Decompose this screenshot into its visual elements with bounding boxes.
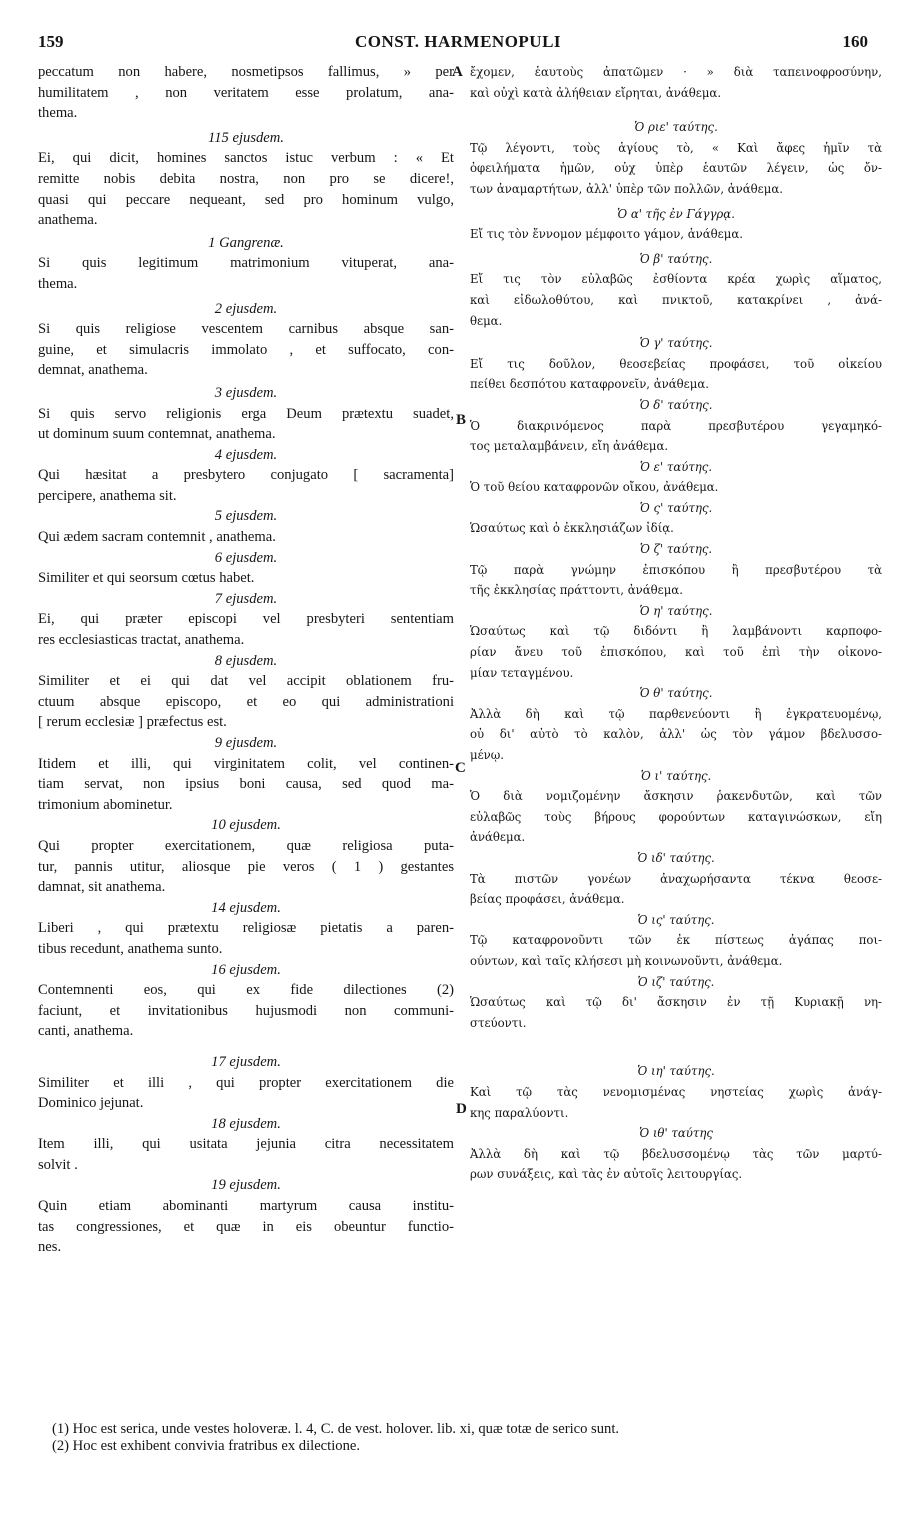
latin-canon-heading: 14 ejusdem. bbox=[211, 899, 281, 916]
latin-canon-heading: 9 ejusdem. bbox=[214, 735, 278, 751]
latin-text-line: humilitatem , non veritatem esse prolatum, ana- bbox=[38, 84, 454, 101]
greek-text-line: στεύοντι. bbox=[470, 1015, 527, 1030]
latin-text-line: anathema. bbox=[38, 212, 98, 229]
latin-canon-heading: 18 ejusdem. bbox=[211, 1115, 281, 1132]
latin-text-line: res ecclesiasticas tractat, anathema. bbox=[38, 632, 245, 649]
greek-canon-7 bbox=[470, 498, 882, 539]
greek-text-line: καὶ οὐχὶ κατὰ ἀλήθειαν εἴρηται, ἀνάθεμα. bbox=[470, 85, 722, 100]
greek-text-line: των ἀναμαρτήτων, ἀλλ' ὑπὲρ τῶν πολλῶν, ἀνάθεμα. bbox=[470, 181, 783, 196]
greek-canon-heading: Ὁ ις' ταύτης. bbox=[637, 912, 715, 927]
latin-canon-0 bbox=[38, 62, 454, 124]
greek-text-line: μίαν τεταγμένου. bbox=[470, 665, 574, 680]
greek-canon-12 bbox=[470, 848, 882, 910]
latin-text-line: Contemnenti eos, qui ex fide dilectiones (2) bbox=[38, 982, 454, 999]
latin-text-line: Si quis servo religionis erga Deum prætextu suadet, bbox=[38, 405, 454, 422]
greek-canon-heading: Ὁ ι' ταύτης. bbox=[640, 768, 712, 783]
latin-text-line: tiam servat, non ipsius boni causa, sed quod ma- bbox=[38, 776, 454, 793]
greek-canon-14 bbox=[470, 972, 882, 1034]
latin-text-line: solvit . bbox=[38, 1156, 78, 1173]
latin-text-line: nes. bbox=[38, 1239, 62, 1256]
greek-text-line: εὐλαβῶς τοὺς βήρους φορούντων καταγινώσκων, εἴη bbox=[470, 809, 882, 824]
latin-canon-heading: 19 ejusdem. bbox=[211, 1177, 281, 1194]
greek-canon-heading: Ὁ ιθ' ταύτης bbox=[639, 1126, 713, 1141]
latin-text-line: thema. bbox=[38, 275, 78, 292]
greek-text-line: βείας προφάσει, ἀνάθεμα. bbox=[470, 892, 625, 907]
greek-canon-8 bbox=[470, 539, 882, 601]
latin-canon-heading: 5 ejusdem. bbox=[214, 508, 278, 525]
greek-text-line: Εἴ τις δοῦλον, θεοσεβείας προφάσει, τοῦ οἰκείου bbox=[470, 356, 882, 371]
latin-canon-7 bbox=[38, 548, 454, 589]
greek-text-line: Ἀλλὰ δὴ καὶ τῷ παρθενεύοντι ἢ ἐγκρατευομένῳ, bbox=[470, 706, 882, 721]
latin-canon-8 bbox=[38, 589, 454, 651]
greek-canon-heading: Ὁ ς' ταύτης. bbox=[639, 500, 713, 515]
greek-canon-5 bbox=[470, 395, 882, 457]
latin-text-line: demnat, anathema. bbox=[38, 362, 148, 379]
greek-text-line: τῆς ἐκκλησίας πράττοντι, ἀνάθεμα. bbox=[470, 583, 683, 598]
latin-text-line: remitte nobis debita nostra, non pro se dicere!, bbox=[38, 170, 454, 187]
greek-text-line: Καὶ τῷ τὰς νενομισμένας νηστείας χωρὶς ἀνάγ- bbox=[470, 1084, 882, 1099]
latin-canon-heading: 4 ejusdem. bbox=[214, 446, 278, 463]
latin-canon-5 bbox=[38, 445, 454, 507]
latin-text-line: Qui propter exercitationem, quæ religiosa puta- bbox=[38, 837, 454, 854]
latin-text-line: Similiter et qui seorsum cœtus habet. bbox=[38, 570, 255, 587]
greek-text-line: ὀφειλήματα ἡμῶν, οὐχ ὑπὲρ ἑαυτῶν λέγειν, ὡς ὄν- bbox=[470, 161, 882, 176]
latin-canon-heading: 10 ejusdem. bbox=[211, 817, 281, 834]
greek-column bbox=[470, 62, 882, 1185]
latin-canon-13 bbox=[38, 960, 454, 1042]
greek-canon-heading: Ὁ ιζ' ταύτης. bbox=[637, 974, 715, 989]
greek-canon-1 bbox=[470, 117, 882, 199]
footnote-2: (2) Hoc est exhibent convivia fratribus ex dilectione. bbox=[52, 1438, 360, 1454]
greek-canon-heading: Ὁ ριε' ταύτης. bbox=[634, 120, 718, 135]
latin-text-line: faciunt, et invitationibus hujusmodi non communi- bbox=[38, 1002, 454, 1019]
latin-text-line: percipere, anathema sit. bbox=[38, 487, 177, 504]
greek-canon-15 bbox=[470, 1061, 882, 1123]
latin-canon-heading: 6 ejusdem. bbox=[214, 549, 278, 566]
margin-letter-a: A bbox=[452, 64, 463, 80]
greek-canon-4 bbox=[470, 333, 882, 395]
latin-text-line: Dominico jejunat. bbox=[38, 1095, 144, 1112]
greek-text-line: Εἴ τις τὸν ἔννομον μέμφοιτο γάμον, ἀνάθεμα. bbox=[470, 227, 743, 242]
greek-text-line: Τῷ λέγοντι, τοὺς ἁγίους τὸ, « Καὶ ἄφες ἡμῖν τὰ bbox=[470, 140, 882, 155]
greek-canon-heading: Ὁ ε' ταύτης. bbox=[639, 459, 713, 474]
latin-text-line: ctuum absque episcopo, et eo qui administrationi bbox=[38, 693, 454, 710]
latin-canon-6 bbox=[38, 506, 454, 547]
greek-canon-heading: Ὁ ιη' ταύτης. bbox=[637, 1064, 715, 1079]
greek-canon-heading: Ὁ γ' ταύτης. bbox=[639, 336, 713, 351]
greek-text-line: ρίαν ἄνευ τοῦ ἐπισκόπου, καὶ τοῦ ἐπὶ τὴν οἰκονο- bbox=[470, 645, 882, 660]
greek-canon-3 bbox=[470, 249, 882, 331]
greek-text-line: Ὡσαύτως καὶ τῷ δι' ἄσκησιν ἐν τῇ Κυριακῇ νη- bbox=[470, 995, 882, 1010]
greek-canon-heading: Ὁ α' τῆς ἐν Γάγγρᾳ. bbox=[617, 206, 735, 221]
latin-text-line: tas congressiones, et quæ in eis obeuntur functio- bbox=[38, 1218, 454, 1235]
greek-canon-heading: Ὁ ζ' ταύτης. bbox=[639, 542, 713, 557]
greek-canon-0 bbox=[470, 62, 882, 103]
latin-canon-16 bbox=[38, 1175, 454, 1257]
greek-text-line: Ὁ διακρινόμενος παρὰ πρεσβυτέρου γεγαμηκό- bbox=[470, 418, 882, 433]
margin-letter-c: C bbox=[455, 760, 466, 776]
latin-text-line: thema. bbox=[38, 105, 78, 122]
latin-text-line: Liberi , qui prætextu religiosæ pietatis a paren- bbox=[38, 920, 454, 937]
greek-text-line: μένῳ. bbox=[470, 748, 505, 762]
footnote-1: (1) Hoc est serica, unde vestes holoveræ. l. 4, C. de vest. holover. lib. xi, quæ totæ de serico sunt. bbox=[52, 1421, 620, 1437]
greek-canon-heading: Ὁ ιδ' ταύτης. bbox=[637, 850, 715, 865]
latin-text-line: Similiter et illi , qui propter exercitationem die bbox=[38, 1074, 454, 1091]
latin-canon-heading: 8 ejusdem. bbox=[214, 652, 278, 669]
greek-canon-6 bbox=[470, 457, 882, 498]
greek-canon-13 bbox=[470, 910, 882, 972]
latin-canon-heading: 115 ejusdem. bbox=[208, 129, 284, 146]
latin-text-line: Qui ædem sacram contemnit , anathema. bbox=[38, 529, 276, 546]
latin-text-line: [ rerum ecclesiæ ] præfectus est. bbox=[38, 714, 227, 731]
greek-text-line: ούντων, καὶ ταῖς κλήσεσι μὴ κοινωνοῦντι, ἀνάθεμα. bbox=[470, 953, 783, 968]
latin-text-line: Si quis religiose vescentem carnibus absque san- bbox=[38, 321, 454, 338]
greek-canon-heading: Ὁ θ' ταύτης. bbox=[639, 686, 713, 701]
latin-text-line: canti, anathema. bbox=[38, 1023, 134, 1040]
latin-canon-10 bbox=[38, 733, 454, 815]
latin-text-line: Ei, qui præter episcopi vel presbyteri sententiam bbox=[38, 611, 454, 628]
latin-text-line: Itidem et illi, qui virginitatem colit, vel continen- bbox=[38, 755, 454, 772]
latin-canon-15 bbox=[38, 1114, 454, 1176]
latin-text-line: tur, pannis utitur, aliosque pie veros ( 1 ) gestantes bbox=[38, 858, 454, 875]
greek-text-line: Τῷ παρὰ γνώμην ἐπισκόπου ἢ πρεσβυτέρου τὰ bbox=[470, 562, 882, 577]
greek-text-line: ἔχομεν, ἑαυτοὺς ἀπατῶμεν · » διὰ ταπεινοφροσύνην, bbox=[470, 65, 882, 79]
latin-canon-heading: 1 Gangrenæ. bbox=[208, 234, 284, 251]
latin-canon-4 bbox=[38, 383, 454, 445]
latin-text-line: Si quis legitimum matrimonium vituperat, ana- bbox=[38, 255, 454, 272]
latin-text-line: guine, et simulacris immolato , et suffocato, con- bbox=[38, 341, 454, 358]
latin-text-line: damnat, sit anathema. bbox=[38, 879, 166, 896]
greek-canon-heading: Ὁ β' ταύτης. bbox=[639, 251, 713, 266]
latin-canon-1 bbox=[38, 128, 454, 231]
latin-canon-14 bbox=[38, 1052, 454, 1114]
greek-text-line: κης παραλύοντι. bbox=[470, 1105, 569, 1120]
latin-canon-9 bbox=[38, 651, 454, 733]
latin-text-line: quasi qui peccare nequeant, sed pro hominum vulgo, bbox=[38, 191, 454, 208]
latin-text-line: peccatum non habere, nosmetipsos fallimus, » per bbox=[38, 64, 454, 80]
greek-text-line: καὶ εἰδωλοθύτου, καὶ πνικτοῦ, κατακρίνει , ἀνά- bbox=[470, 292, 882, 307]
latin-text-line: trimonium abominetur. bbox=[38, 796, 173, 813]
greek-text-line: οὐ δι' αὐτὸ τὸ καλὸν, ἀλλ' ὡς τὸν γάμον βδελυσσο- bbox=[470, 727, 882, 742]
margin-letter-b: B bbox=[456, 412, 467, 428]
latin-canon-3 bbox=[38, 299, 454, 381]
latin-canon-heading: 3 ejusdem. bbox=[214, 384, 278, 401]
latin-canon-12 bbox=[38, 898, 454, 960]
greek-text-line: Τὰ πιστῶν γονέων ἀναχωρήσαντα τέκνα θεοσε- bbox=[470, 871, 882, 886]
greek-text-line: Τῷ καταφρονοῦντι τῶν ἐκ πίστεως ἀγάπας ποι- bbox=[470, 933, 882, 948]
greek-text-line: πείθει δεσπότου καταφρονεῖν, ἀνάθεμα. bbox=[470, 377, 709, 392]
page-number-right: 160 bbox=[842, 32, 868, 51]
greek-text-line: Ὁ τοῦ θείου καταφρονῶν οἴκου, ἀνάθεμα. bbox=[470, 480, 719, 495]
latin-text-line: Qui hæsitat a presbytero conjugato [ sacramenta] bbox=[38, 467, 454, 484]
greek-canon-heading: Ὁ η' ταύτης. bbox=[639, 603, 713, 618]
greek-canon-9 bbox=[470, 601, 882, 683]
greek-canon-11 bbox=[470, 766, 882, 848]
greek-text-line: Ὡσαύτως καὶ ὁ ἐκκλησιάζων ἰδίᾳ. bbox=[470, 521, 674, 536]
latin-canon-11 bbox=[38, 815, 454, 897]
latin-text-line: ut dominum suum contemnat, anathema. bbox=[38, 426, 276, 443]
latin-canon-heading: 2 ejusdem. bbox=[214, 300, 278, 317]
greek-text-line: Ἀλλὰ δὴ καὶ τῷ βδελυσσομένῳ τὰς τῶν μαρτύ- bbox=[470, 1146, 882, 1161]
greek-canon-16 bbox=[470, 1123, 882, 1185]
latin-canon-heading: 17 ejusdem. bbox=[211, 1053, 281, 1070]
latin-canon-heading: 16 ejusdem. bbox=[211, 961, 281, 978]
greek-text-line: ἀνάθεμα. bbox=[470, 830, 526, 845]
latin-text-line: Similiter et ei qui dat vel accipit oblationem fru- bbox=[38, 673, 454, 690]
page-number-left: 159 bbox=[38, 32, 64, 51]
latin-text-line: Ei, qui dicit, homines sanctos istuc verbum : « Et bbox=[38, 150, 454, 167]
latin-text-line: tibus recedunt, anathema sunto. bbox=[38, 940, 223, 957]
running-title: CONST. HARMENOPULI bbox=[354, 32, 562, 51]
greek-text-line: Ὡσαύτως καὶ τῷ διδόντι ἢ λαμβάνοντι καρποφο- bbox=[470, 624, 882, 639]
latin-canon-2 bbox=[38, 233, 454, 295]
greek-text-line: Ὁ διὰ νομιζομένην ἄσκησιν ῥακενδυτῶν, καὶ τῶν bbox=[470, 789, 882, 804]
latin-text-line: Item illi, qui usitata jejunia citra necessitatem bbox=[38, 1136, 454, 1153]
greek-text-line: τος μεταλαμβάνειν, εἴη ἀνάθεμα. bbox=[470, 439, 669, 454]
greek-text-line: Εἴ τις τὸν εὐλαβῶς ἐσθίοντα κρέα χωρὶς αἵματος, bbox=[470, 272, 882, 287]
greek-canon-10 bbox=[470, 683, 882, 765]
latin-text-line: Quin etiam abominanti martyrum causa institu- bbox=[38, 1198, 454, 1215]
greek-text-line: ρων συνάξεις, καὶ τὰς ἐν αὐτοῖς λειτουργίας. bbox=[470, 1167, 743, 1182]
latin-column bbox=[38, 62, 454, 1258]
greek-canon-2 bbox=[470, 204, 882, 245]
margin-letter-d: D bbox=[456, 1101, 467, 1117]
greek-canon-heading: Ὁ δ' ταύτης. bbox=[639, 397, 713, 412]
greek-text-line: θεμα. bbox=[470, 313, 503, 328]
latin-canon-heading: 7 ejusdem. bbox=[214, 590, 278, 607]
